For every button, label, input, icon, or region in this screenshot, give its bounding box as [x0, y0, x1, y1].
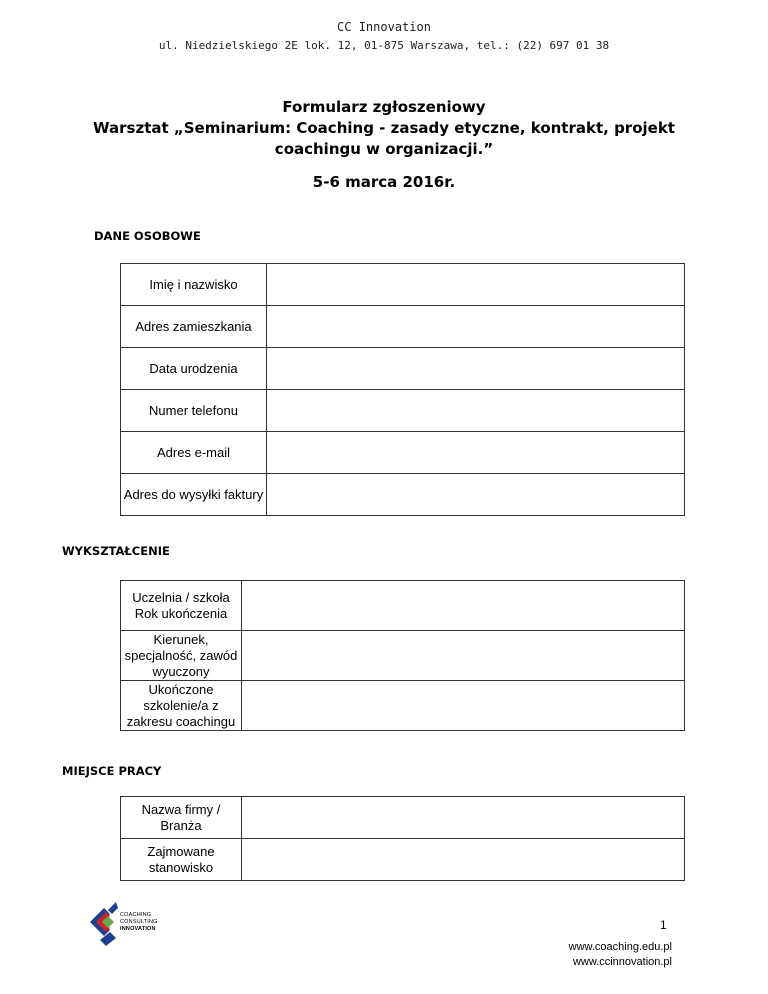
table-row: [121, 432, 685, 474]
workshop-title-line2: coachingu w organizacji.”: [274, 140, 494, 158]
field-label-phone: Numer telefonu: [121, 390, 267, 432]
header-company: CC Innovation: [337, 20, 431, 34]
table-row: [121, 306, 685, 348]
field-input-phone[interactable]: [267, 390, 685, 432]
workshop-title-line1: Warsztat „Seminarium: Coaching - zasady etyczne, kontrakt, projekt: [93, 119, 675, 137]
table-row: [121, 839, 685, 881]
field-input-address[interactable]: [267, 306, 685, 348]
section-heading-work: MIEJSCE PRACY: [62, 764, 162, 778]
field-label-company: Nazwa firmy / Branża: [121, 797, 242, 839]
page-number: 1: [660, 918, 667, 932]
section-heading-personal: DANE OSOBOWE: [94, 229, 201, 243]
field-label-position: Zajmowane stanowisko: [121, 839, 242, 881]
form-title: Formularz zgłoszeniowy: [282, 98, 486, 116]
field-input-coaching-training[interactable]: [242, 681, 685, 731]
footer-url-ccinnovation[interactable]: www.ccinnovation.pl: [572, 956, 672, 968]
field-label-name: Imię i nazwisko: [121, 264, 267, 306]
table-row: [121, 681, 685, 731]
field-input-email[interactable]: [267, 432, 685, 474]
field-label-email: Adres e-mail: [121, 432, 267, 474]
header-address: ul. Niedzielskiego 2E lok. 12, 01-875 Warszawa, tel.: (22) 697 01 38: [158, 39, 610, 52]
field-label-birthdate: Data urodzenia: [121, 348, 267, 390]
field-label-coaching-training: Ukończone szkolenie/a z zakresu coachingu: [121, 681, 242, 731]
table-row: [121, 264, 685, 306]
table-row: [121, 474, 685, 516]
section-heading-education: WYKSZTAŁCENIE: [62, 544, 170, 558]
logo-text-coaching: COACHING: [120, 912, 152, 918]
workshop-date: 5-6 marca 2016r.: [312, 173, 456, 191]
field-label-school: Uczelnia / szkoła Rok ukończenia: [121, 581, 242, 631]
field-label-invoice-address: Adres do wysyłki faktury: [121, 474, 267, 516]
field-input-birthdate[interactable]: [267, 348, 685, 390]
field-input-school[interactable]: [242, 581, 685, 631]
table-row: [121, 390, 685, 432]
field-label-address: Adres zamieszkania: [121, 306, 267, 348]
field-input-invoice-address[interactable]: [267, 474, 685, 516]
personal-data-table: [120, 263, 685, 516]
table-row: [121, 797, 685, 839]
table-row: [121, 581, 685, 631]
field-input-company[interactable]: [242, 797, 685, 839]
field-input-position[interactable]: [242, 839, 685, 881]
footer-url-coaching[interactable]: www.coaching.edu.pl: [568, 941, 672, 953]
field-input-field-of-study[interactable]: [242, 631, 685, 681]
logo-text-innovation: INNOVATION: [120, 926, 156, 932]
logo-text-consulting: CONSULTING: [120, 919, 158, 925]
education-table: [120, 580, 685, 731]
field-input-name[interactable]: [267, 264, 685, 306]
work-table: [120, 796, 685, 881]
field-label-field-of-study: Kierunek, specjalność, zawód wyuczony: [121, 631, 242, 681]
table-row: [121, 348, 685, 390]
table-row: [121, 631, 685, 681]
